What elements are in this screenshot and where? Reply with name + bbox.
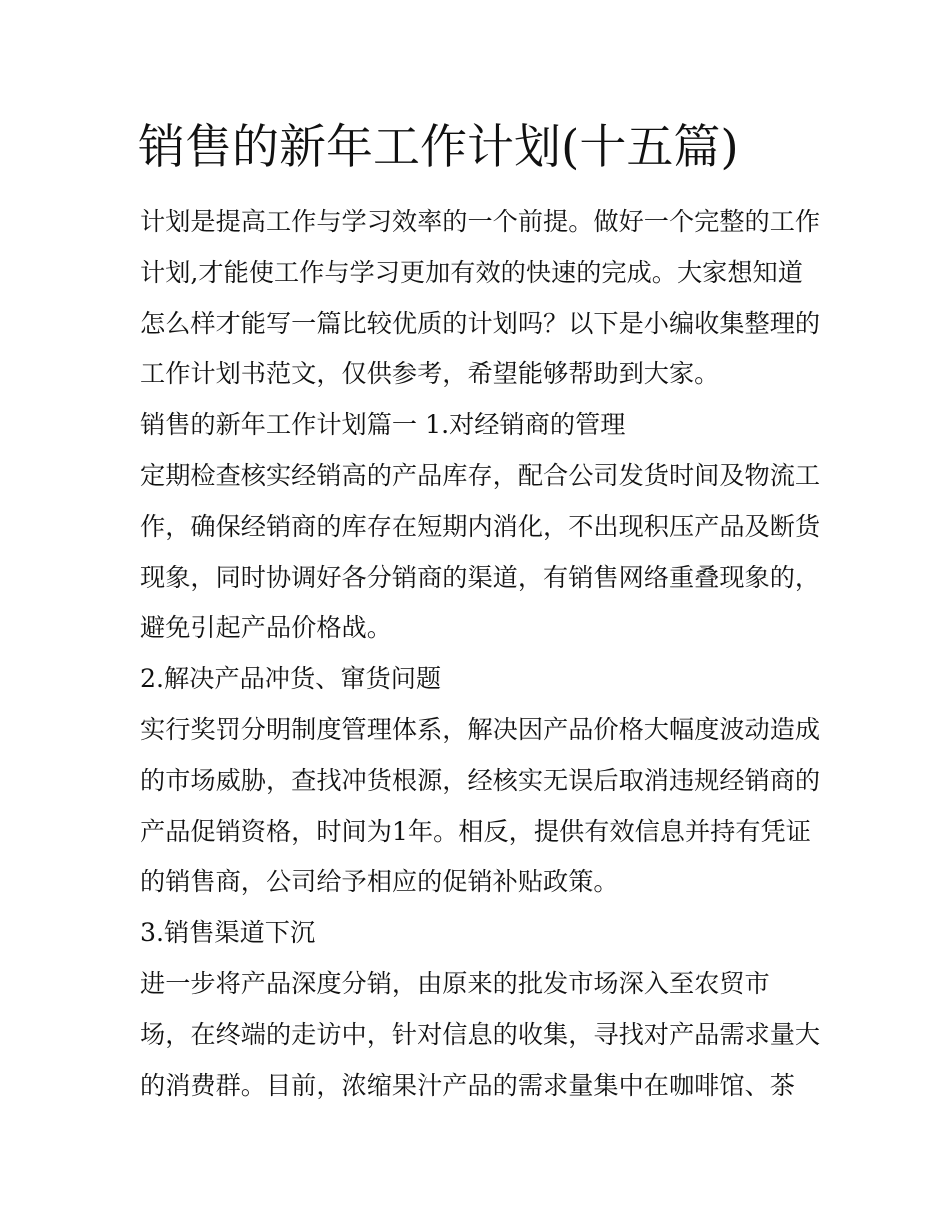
text-line: 实行奖罚分明制度管理体系，解决因产品价格大幅度波动造成 bbox=[140, 714, 821, 744]
text-line: 2.解决产品冲货、窜货问题 bbox=[140, 664, 442, 694]
text-line: 计划是提高工作与学习效率的一个前提。做好一个完整的工作 bbox=[140, 207, 821, 236]
text-line: 避免引起产品价格战。 bbox=[140, 613, 392, 643]
text-line: 的市场威胁，查找冲货根源，经核实无误后取消违规经销商的 bbox=[140, 765, 821, 795]
text-line: 场，在终端的走访中，针对信息的收集，寻找对产品需求量大 bbox=[140, 1019, 821, 1049]
text-line: 3.销售渠道下沉 bbox=[140, 918, 316, 948]
text-line: 的消费群。目前，浓缩果汁产品的需求量集中在咖啡馆、茶 bbox=[140, 1070, 795, 1100]
text-line: 现象，同时协调好各分销商的渠道，有销售网络重叠现象的， bbox=[140, 562, 821, 592]
text-line: 的销售商，公司给予相应的促销补贴政策。 bbox=[140, 867, 619, 897]
text-line: 怎么样才能写一篇比较优质的计划吗？以下是小编收集整理的 bbox=[140, 308, 821, 338]
text-line: 作，确保经销商的库存在短期内消化，不出现积压产品及断货 bbox=[140, 511, 821, 541]
text-line: 计划,才能使工作与学习更加有效的快速的完成。大家想知道 bbox=[140, 257, 803, 287]
text-line: 工作计划书范文，仅供参考，希望能够帮助到大家。 bbox=[140, 359, 720, 389]
document-body bbox=[140, 197, 830, 1111]
document-title: 销售的新年工作计划(十五篇) bbox=[138, 120, 739, 175]
text-line: 产品促销资格，时间为1年。相反，提供有效信息并持有凭证 bbox=[140, 816, 811, 846]
text-line: 销售的新年工作计划篇一 1.对经销商的管理 bbox=[140, 410, 626, 440]
text-line: 进一步将产品深度分销，由原来的批发市场深入至农贸市 bbox=[140, 968, 770, 998]
text-line: 定期检查核实经销高的产品库存，配合公司发货时间及物流工 bbox=[140, 460, 821, 490]
